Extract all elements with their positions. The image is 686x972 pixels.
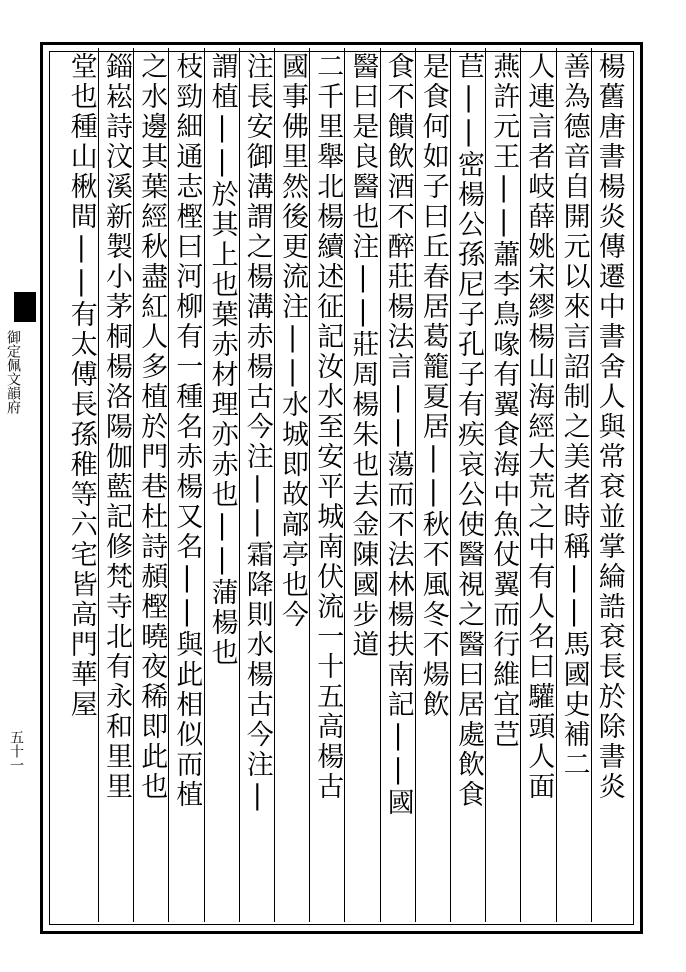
column-divider	[274, 48, 275, 922]
column-divider	[450, 48, 451, 922]
column-divider	[380, 48, 381, 922]
column-divider	[168, 48, 169, 922]
column-divider	[133, 48, 134, 922]
text-column: 枝勁細通志樫曰河柳有一種名赤楊又名||與此相似而植	[171, 52, 203, 810]
text-column: 醫曰是良醫也注||莊周楊朱也去金陳國步道	[347, 52, 379, 660]
text-column: 國事佛里然後更流注||水城即故鄗亭也今	[277, 52, 308, 630]
text-column: 謂植||於其上也葉赤材理亦赤也||蒲楊也	[206, 52, 238, 668]
column-divider	[309, 48, 310, 922]
text-column: 堂也種山楸間||有太傅長孫稚等六宅皆高門華屋	[65, 52, 97, 720]
column-divider	[204, 48, 205, 922]
text-column: 苣||密楊公孫尼子孔子有疾哀公使醫視之醫曰居處飲食	[453, 52, 484, 810]
text-column: 楊舊唐書楊炎傳遷中書舍人與常袞並掌綸誥袞長於除書炎	[593, 52, 625, 802]
text-column: 善為德音自開元以來言詔制之美者時稱||馬國史補二	[558, 52, 590, 780]
column-divider	[239, 48, 240, 922]
page-number: 五十一	[8, 730, 24, 772]
text-column: 之水邊其葉經秋盡紅人多植於門巷杜詩頳樫曉夜稀即此也	[136, 52, 168, 802]
page-margin	[0, 0, 40, 972]
column-divider	[98, 48, 99, 922]
column-divider	[415, 48, 416, 922]
text-column: 食不饋飲酒不醉莊楊法言||蕩而不法林楊扶南記||國	[382, 52, 414, 818]
book-title: 御定佩文韻府	[5, 330, 21, 414]
column-divider	[520, 48, 521, 922]
margin-black-tab	[14, 292, 36, 322]
text-column: 人連言者岐薛姚宋繆楊山海經大荒之中有人名曰驩頭人面	[523, 52, 555, 802]
text-column: 燕許元王||蕭李鳥喙有翼食海中魚仗翼而行維宜芑	[488, 52, 520, 750]
text-column: 二千里舉北楊續述征記汝水至安平城南伏流一十五高楊古	[312, 52, 344, 802]
column-divider	[556, 48, 557, 922]
text-column: 錙崧詩汶溪新製小茅桐楊洛陽伽藍記修梵寺北有永和里里	[101, 52, 132, 802]
text-column: 注長安御溝謂之楊溝赤楊古今注||霜降則水楊古今注|	[241, 52, 273, 814]
text-column: 是食何如子曰丘春居葛籠夏居||秋不風冬不煬飲	[417, 52, 449, 720]
column-divider	[485, 48, 486, 922]
column-divider	[591, 48, 592, 922]
column-divider	[344, 48, 345, 922]
